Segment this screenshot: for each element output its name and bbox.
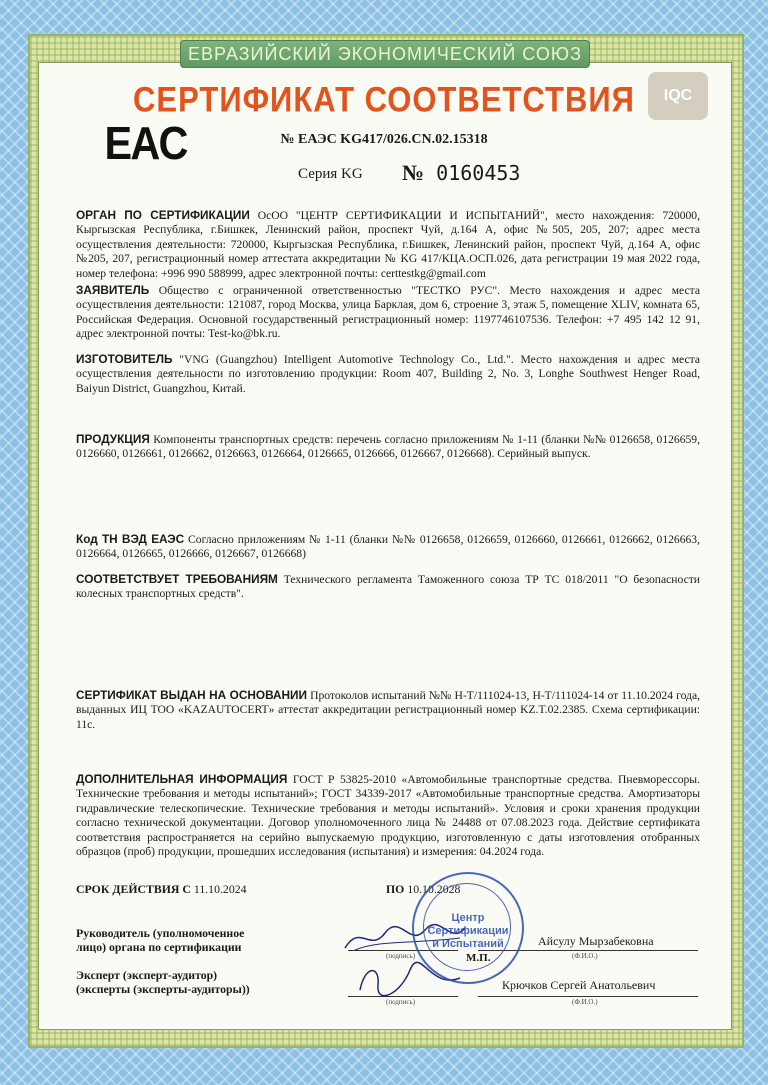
expert-name-line [478, 996, 698, 997]
certificate-title: СЕРТИФИКАТ СООТВЕТСТВИЯ [133, 79, 635, 120]
expert-label: Эксперт (эксперт-аудитор) (эксперты (эксперты-аудиторы)) [76, 968, 250, 996]
section-basis: СЕРТИФИКАТ ВЫДАН НА ОСНОВАНИИ Протоколов испытаний №№ Н-Т/111024-13, Н-Т/111024-14 от 11.10.2024 года, выданных ИЦ ТОО «KAZAUTOCERT» аттестат аккредитации регистрационный номер KZ.T.02.2385. Схема сертификации: 11с. [76, 688, 701, 731]
section-manufacturer: ИЗГОТОВИТЕЛЬ "VNG (Guangzhou) Intelligent Automotive Technology Co., Ltd.". Место нахождения и адрес места осуществления деятельности по изготовлению продукции: Room 407, Building 2, No. 3, Longhe Southwest Henger Road, Baiyun District, Guangzhou, Китай. [76, 352, 700, 395]
section-conformity: СООТВЕТСТВУЕТ ТРЕБОВАНИЯМ Технического регламента Таможенного союза ТР ТС 018/2011 "О безопасности колесных транспортных средств". [76, 572, 700, 601]
expert-caption-name: (Ф.И.О.) [572, 998, 598, 1006]
logo-icon: IQC [648, 72, 708, 120]
stamp-text: Центр Сертификации и Испытаний [427, 912, 509, 950]
validity-from: СРОК ДЕЙСТВИЯ С 11.10.2024 [76, 882, 247, 896]
union-banner: ЕВРАЗИЙСКИЙ ЭКОНОМИЧЕСКИЙ СОЮЗ [180, 40, 590, 68]
head-name: Айсулу Мырзабековна [538, 934, 654, 948]
stamp-mp: М.П. [466, 952, 491, 964]
head-caption-signature: (подпись) [386, 952, 416, 960]
eac-mark: EAC [104, 117, 187, 169]
validity-to: ПО 10.10.2028 [386, 882, 461, 896]
section-organ: ОРГАН ПО СЕРТИФИКАЦИИ ОсОО "ЦЕНТР СЕРТИФИКАЦИИ И ИСПЫТАНИЙ", место нахождения: 720000, Кыргызская Республика, г.Бишкек, Ленинский район, проспект Чуй, д.164 А, офис №505, 205, 207; адрес места осуществления деятельности: 720000, Кыргызская Республика, г.Бишкек, Ленинский район, проспект Чуй, д.164 А, офис №205, 207, регистрационный номер аттестата аккредитации № KG 417/КЦА.ОСП.026, дата регистрации 19 мая 2022 года, номер телефона: +996 990 588999, адрес электронной почты: certtestkg@gmail.com [76, 208, 700, 280]
series-label: Серия KG [298, 166, 363, 182]
section-applicant: ЗАЯВИТЕЛЬ Общество с ограниченной ответственностью "ТЕСТКО РУС". Место нахождения и адрес места осуществления деятельности: 121087, город Москва, улица Барклая, дом 6, строение 3, этаж 5, помещение XLIV, комната 65, Российская Федерация. Основной государственный регистрационный номер: 1197746107536. Телефон: +7 495 142 12 91, адрес электронной почты: Test-ko@bk.ru. [76, 283, 700, 341]
section-additional: ДОПОЛНИТЕЛЬНАЯ ИНФОРМАЦИЯ ГОСТ Р 53825-2010 «Автомобильные транспортные средства. Пневморессоры. Технические требования и методы испытаний»; ГОСТ 34339-2017 «Автомобильные транспортные средства. Амортизаторы гидравлические телескопические. Технические требования и методы испытаний». Условия и сроки хранения продукции согласно технической документации. Договор уполномоченного лица № 24488 от 07.08.2023 года. Действие сертификата соответствия распространяется на серийно выпускаемую продукцию, изготовленную с даты изготовления отобранных образцов (проб) продукции, прошедших исследования (испытания) и измерения: 04.2024 года. [76, 772, 700, 859]
official-stamp [412, 872, 524, 984]
serial-number: № 0160453 [402, 160, 521, 185]
expert-name: Крючков Сергей Анатольевич [502, 978, 656, 992]
certificate-number: № ЕАЭС KG417/026.CN.02.15318 [280, 132, 488, 147]
head-label: Руководитель (уполномоченное лицо) органа по сертификации [76, 926, 245, 954]
section-tnved: Код ТН ВЭД ЕАЭС Согласно приложениям № 1-11 (бланки №№ 0126658, 0126659, 0126660, 0126661, 0126662, 0126663, 0126664, 0126665, 0126666, 0126667, 0126668) [76, 532, 700, 561]
section-product: ПРОДУКЦИЯ Компоненты транспортных средств: перечень согласно приложениям № 1-11 (бланки №№ 0126658, 0126659, 0126660, 0126661, 0126662, 0126663, 0126664, 0126665, 0126666, 0126667, 0126668). Серийный выпуск. [76, 432, 700, 461]
expert-caption-signature: (подпись) [386, 998, 416, 1006]
head-caption-name: (Ф.И.О.) [572, 952, 598, 960]
